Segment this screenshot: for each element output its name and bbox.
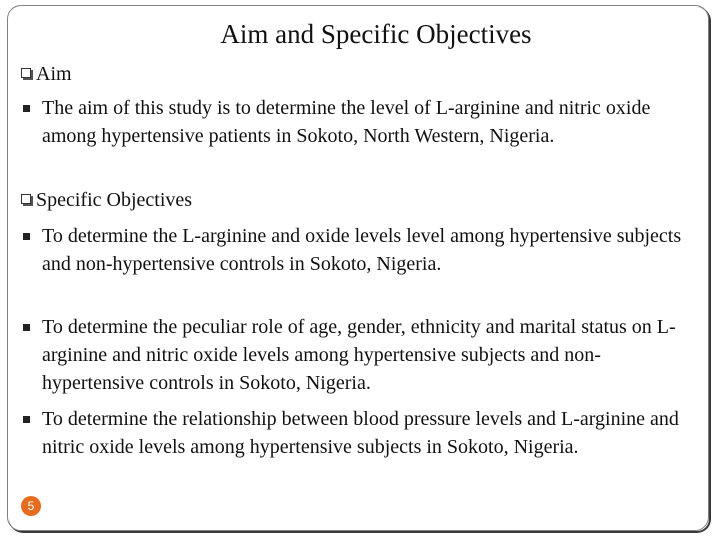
aim-bullet-text: The aim of this study is to determine the level of L-arginine and nitric oxide among hypertensive patients in Sokoto, North Western, Nigeria. (42, 97, 651, 147)
objective-bullet-text: To determine the L-arginine and oxide levels level among hypertensive subjects and non-hypertensive controls in Sokoto, Nigeria. (42, 225, 682, 275)
objective-bullet-text: To determine the relationship between blood pressure levels and L-arginine and nitric oxide levels among hypertensive subjects in Sokoto, Nigeria. (42, 408, 679, 458)
checkbox-bullet-icon (21, 68, 33, 80)
objectives-heading: Specific Objectives (36, 189, 193, 211)
checkbox-bullet-icon (21, 194, 33, 206)
page-number-badge: 5 (21, 496, 41, 516)
objectives-heading-row (21, 186, 192, 214)
objective-bullet-2 (21, 313, 701, 397)
aim-heading: Aim (36, 63, 72, 85)
aim-bullet (21, 94, 701, 150)
slide-title: Aim and Specific Objectives (220, 19, 532, 49)
square-bullet-icon (23, 105, 30, 112)
objective-bullet-3 (21, 405, 701, 461)
objective-bullet-text: To determine the peculiar role of age, gender, ethnicity and marital status on L-arginine and nitric oxide levels among hypertensive subjects and non-hypertensive controls in Sokoto, Nigeria. (42, 316, 676, 394)
square-bullet-icon (23, 324, 30, 331)
square-bullet-icon (23, 233, 30, 240)
square-bullet-icon (23, 416, 30, 423)
aim-heading-row (21, 60, 72, 88)
objective-bullet-1 (21, 222, 701, 278)
